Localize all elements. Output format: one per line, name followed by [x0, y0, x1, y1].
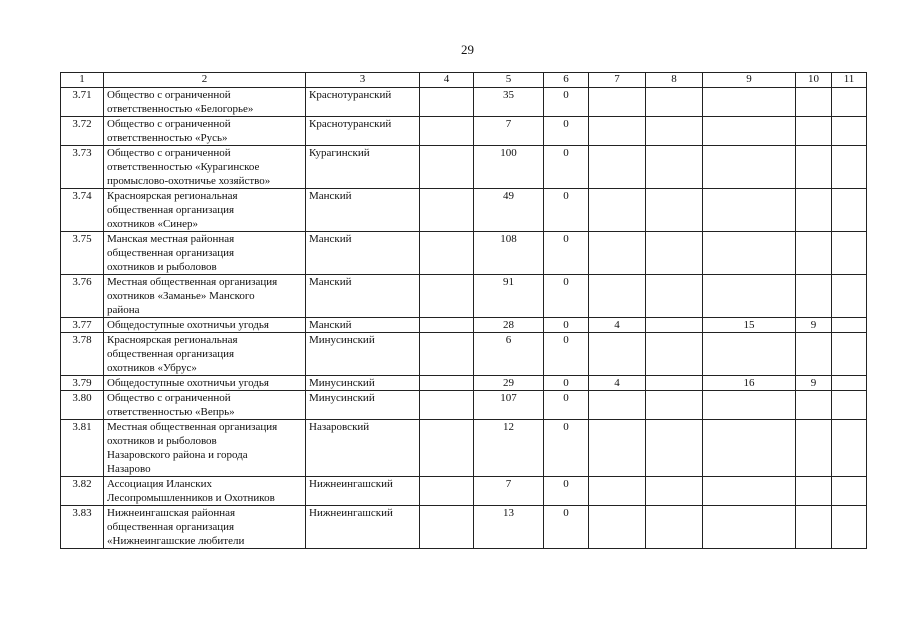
column-9-cell	[703, 88, 796, 117]
table-row	[61, 420, 867, 477]
district-cell: Минусинский	[306, 333, 420, 376]
column-9-cell: 15	[703, 318, 796, 333]
column-9-cell	[703, 420, 796, 477]
column-header: 1	[61, 73, 104, 88]
row-number-cell: 3.81	[61, 420, 104, 477]
row-number-cell: 3.72	[61, 117, 104, 146]
district-cell: Манский	[306, 189, 420, 232]
organization-name-cell: Общество с ограниченной ответственностью «Вепрь»	[104, 391, 306, 420]
table-row	[61, 189, 867, 232]
column-5-cell: 7	[474, 477, 544, 506]
district-cell: Краснотуранский	[306, 88, 420, 117]
table-row	[61, 88, 867, 117]
district-cell: Манский	[306, 275, 420, 318]
column-6-cell: 0	[544, 189, 589, 232]
column-5-cell: 7	[474, 117, 544, 146]
column-7-cell	[589, 391, 646, 420]
district-cell: Курагинский	[306, 146, 420, 189]
column-6-cell: 0	[544, 88, 589, 117]
organization-name-cell: Местная общественная организация охотников и рыболовов Назаровского района и города Назарово	[104, 420, 306, 477]
organization-name-cell: Манская местная районная общественная организация охотников и рыболовов	[104, 232, 306, 275]
column-6-cell: 0	[544, 376, 589, 391]
column-header: 10	[796, 73, 832, 88]
row-number-cell: 3.74	[61, 189, 104, 232]
row-number-cell: 3.73	[61, 146, 104, 189]
table-row	[61, 275, 867, 318]
column-9-cell	[703, 506, 796, 549]
column-9-cell	[703, 477, 796, 506]
column-5-cell: 6	[474, 333, 544, 376]
table-row	[61, 333, 867, 376]
column-8-cell	[646, 391, 703, 420]
column-5-cell: 29	[474, 376, 544, 391]
column-10-cell	[796, 146, 832, 189]
column-9-cell	[703, 117, 796, 146]
column-7-cell: 4	[589, 376, 646, 391]
column-4-cell	[420, 391, 474, 420]
column-8-cell	[646, 477, 703, 506]
column-7-cell	[589, 477, 646, 506]
column-11-cell	[832, 117, 867, 146]
row-number-cell: 3.79	[61, 376, 104, 391]
row-number-cell: 3.71	[61, 88, 104, 117]
column-6-cell: 0	[544, 146, 589, 189]
column-10-cell	[796, 189, 832, 232]
column-4-cell	[420, 117, 474, 146]
column-header: 6	[544, 73, 589, 88]
column-4-cell	[420, 506, 474, 549]
column-8-cell	[646, 420, 703, 477]
column-4-cell	[420, 333, 474, 376]
column-9-cell	[703, 232, 796, 275]
column-7-cell	[589, 333, 646, 376]
column-11-cell	[832, 146, 867, 189]
column-5-cell: 28	[474, 318, 544, 333]
column-5-cell: 49	[474, 189, 544, 232]
column-4-cell	[420, 376, 474, 391]
row-number-cell: 3.80	[61, 391, 104, 420]
column-7-cell	[589, 232, 646, 275]
column-4-cell	[420, 477, 474, 506]
column-10-cell	[796, 117, 832, 146]
column-10-cell	[796, 333, 832, 376]
organization-name-cell: Местная общественная организация охотников «Заманье» Манского района	[104, 275, 306, 318]
column-10-cell	[796, 477, 832, 506]
organization-name-cell: Общество с ограниченной ответственностью «Белогорье»	[104, 88, 306, 117]
column-5-cell: 13	[474, 506, 544, 549]
column-11-cell	[832, 333, 867, 376]
column-7-cell	[589, 275, 646, 318]
column-8-cell	[646, 376, 703, 391]
column-8-cell	[646, 318, 703, 333]
column-6-cell: 0	[544, 477, 589, 506]
column-4-cell	[420, 318, 474, 333]
district-cell: Манский	[306, 318, 420, 333]
column-7-cell	[589, 146, 646, 189]
column-6-cell: 0	[544, 117, 589, 146]
column-7-cell	[589, 117, 646, 146]
column-11-cell	[832, 477, 867, 506]
table-row	[61, 376, 867, 391]
column-7-cell	[589, 189, 646, 232]
column-7-cell	[589, 420, 646, 477]
column-5-cell: 35	[474, 88, 544, 117]
column-10-cell	[796, 506, 832, 549]
column-4-cell	[420, 232, 474, 275]
district-cell: Нижнеингашский	[306, 506, 420, 549]
row-number-cell: 3.78	[61, 333, 104, 376]
organization-name-cell: Общество с ограниченной ответственностью «Курагинское промыслово-охотничье хозяйство»	[104, 146, 306, 189]
row-number-cell: 3.76	[61, 275, 104, 318]
column-11-cell	[832, 420, 867, 477]
column-8-cell	[646, 333, 703, 376]
column-9-cell	[703, 146, 796, 189]
organization-name-cell: Красноярская региональная общественная организация охотников «Синер»	[104, 189, 306, 232]
column-11-cell	[832, 275, 867, 318]
organization-name-cell: Общедоступные охотничьи угодья	[104, 376, 306, 391]
column-7-cell	[589, 506, 646, 549]
row-number-cell: 3.77	[61, 318, 104, 333]
column-8-cell	[646, 506, 703, 549]
column-6-cell: 0	[544, 275, 589, 318]
column-9-cell	[703, 275, 796, 318]
table-row	[61, 506, 867, 549]
column-10-cell	[796, 88, 832, 117]
page-number: 29	[461, 42, 474, 57]
column-header: 11	[832, 73, 867, 88]
column-10-cell: 9	[796, 318, 832, 333]
column-11-cell	[832, 318, 867, 333]
column-11-cell	[832, 376, 867, 391]
column-8-cell	[646, 189, 703, 232]
district-cell: Манский	[306, 232, 420, 275]
column-10-cell	[796, 420, 832, 477]
column-header: 7	[589, 73, 646, 88]
column-5-cell: 107	[474, 391, 544, 420]
header-row	[61, 73, 867, 88]
registry-table	[60, 72, 867, 549]
column-9-cell	[703, 333, 796, 376]
column-11-cell	[832, 391, 867, 420]
row-number-cell: 3.83	[61, 506, 104, 549]
column-11-cell	[832, 506, 867, 549]
column-5-cell: 91	[474, 275, 544, 318]
row-number-cell: 3.82	[61, 477, 104, 506]
column-6-cell: 0	[544, 333, 589, 376]
column-10-cell: 9	[796, 376, 832, 391]
table-row	[61, 232, 867, 275]
organization-name-cell: Нижнеингашская районная общественная организация «Нижнеингашские любители	[104, 506, 306, 549]
column-9-cell	[703, 189, 796, 232]
column-7-cell: 4	[589, 318, 646, 333]
district-cell: Назаровский	[306, 420, 420, 477]
table-row	[61, 117, 867, 146]
column-9-cell: 16	[703, 376, 796, 391]
organization-name-cell: Общедоступные охотничьи угодья	[104, 318, 306, 333]
column-header: 4	[420, 73, 474, 88]
district-cell: Минусинский	[306, 391, 420, 420]
organization-name-cell: Красноярская региональная общественная организация охотников «Убрус»	[104, 333, 306, 376]
column-header: 9	[703, 73, 796, 88]
column-6-cell: 0	[544, 391, 589, 420]
column-5-cell: 100	[474, 146, 544, 189]
column-5-cell: 108	[474, 232, 544, 275]
column-7-cell	[589, 88, 646, 117]
column-4-cell	[420, 275, 474, 318]
column-header: 8	[646, 73, 703, 88]
column-5-cell: 12	[474, 420, 544, 477]
column-6-cell: 0	[544, 420, 589, 477]
column-11-cell	[832, 189, 867, 232]
table-row	[61, 391, 867, 420]
district-cell: Краснотуранский	[306, 117, 420, 146]
column-8-cell	[646, 88, 703, 117]
column-11-cell	[832, 232, 867, 275]
column-header: 2	[104, 73, 306, 88]
organization-name-cell: Ассоциация Иланских Лесопромышленников и Охотников	[104, 477, 306, 506]
column-6-cell: 0	[544, 318, 589, 333]
column-4-cell	[420, 88, 474, 117]
district-cell: Нижнеингашский	[306, 477, 420, 506]
organization-name-cell: Общество с ограниченной ответственностью «Русь»	[104, 117, 306, 146]
column-10-cell	[796, 232, 832, 275]
column-8-cell	[646, 232, 703, 275]
district-cell: Минусинский	[306, 376, 420, 391]
column-9-cell	[703, 391, 796, 420]
column-10-cell	[796, 275, 832, 318]
column-10-cell	[796, 391, 832, 420]
column-8-cell	[646, 275, 703, 318]
row-number-cell: 3.75	[61, 232, 104, 275]
column-8-cell	[646, 146, 703, 189]
column-4-cell	[420, 420, 474, 477]
table-row	[61, 318, 867, 333]
column-11-cell	[832, 88, 867, 117]
column-header: 5	[474, 73, 544, 88]
column-6-cell: 0	[544, 506, 589, 549]
table-row	[61, 146, 867, 189]
table-row	[61, 477, 867, 506]
column-8-cell	[646, 117, 703, 146]
column-6-cell: 0	[544, 232, 589, 275]
column-header: 3	[306, 73, 420, 88]
column-4-cell	[420, 189, 474, 232]
column-4-cell	[420, 146, 474, 189]
